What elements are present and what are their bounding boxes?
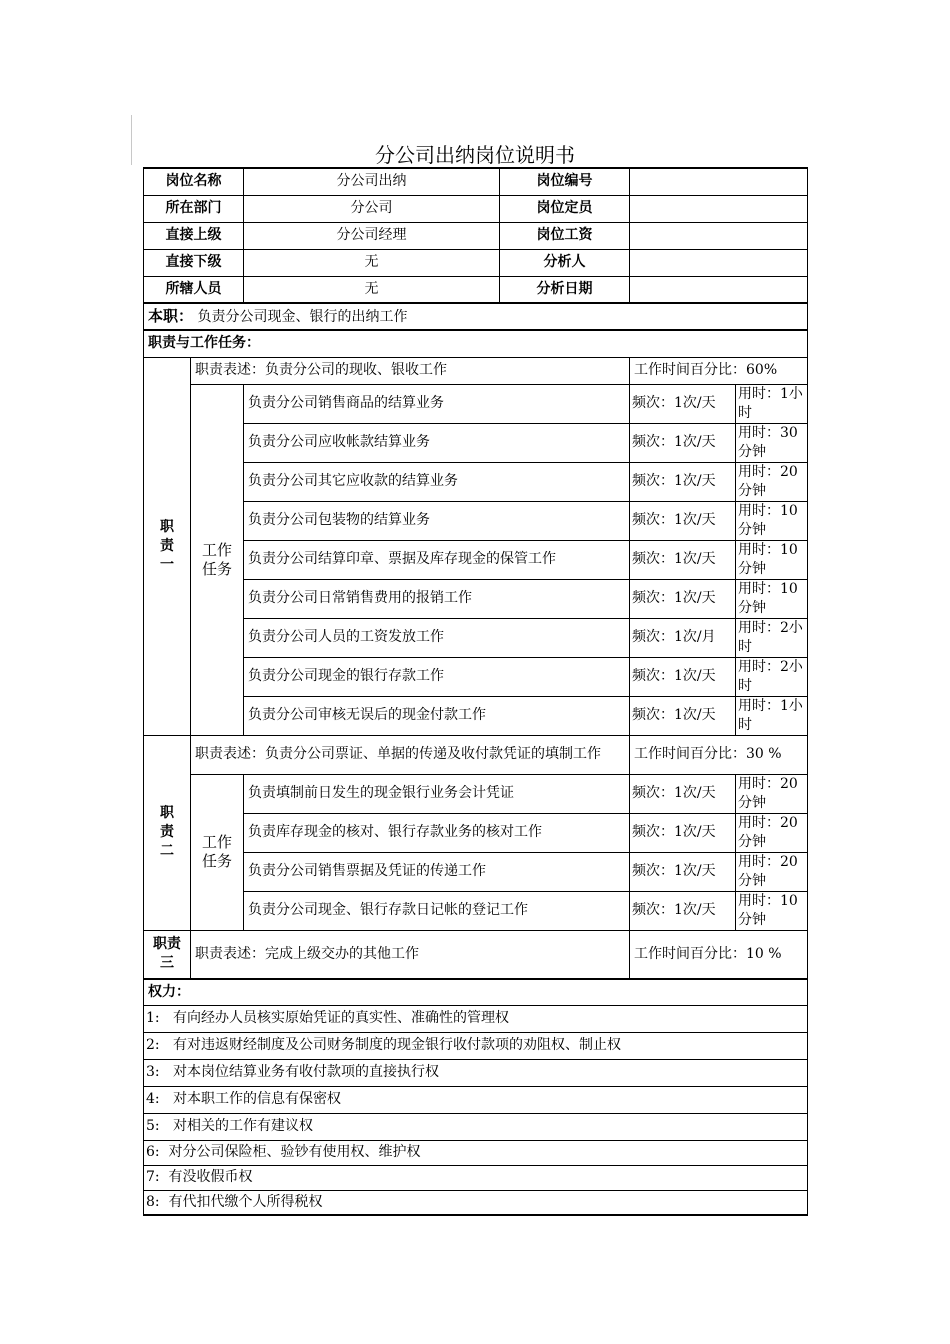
duty2-label: 职责二 (144, 735, 191, 930)
task-row (144, 579, 808, 618)
task-frequency: 频次：1次/月 (630, 618, 736, 657)
info-row (144, 195, 808, 222)
duties-header: 职责与工作任务： (144, 330, 808, 357)
power-row (144, 1086, 808, 1113)
power-item: 8: 有代扣代缴个人所得税权 (144, 1190, 808, 1215)
task-text: 负责库存现金的核对、银行存款业务的核对工作 (244, 813, 630, 852)
task-row (144, 774, 808, 813)
power-row (144, 1005, 808, 1032)
main-duty-label: 本职： (148, 306, 194, 325)
task-text: 负责分公司审核无误后的现金付款工作 (244, 696, 630, 735)
task-duration: 用时：1小时 (736, 384, 808, 423)
task-text: 负责分公司应收帐款结算业务 (244, 423, 630, 462)
duty2-desc-row (144, 735, 808, 774)
task-frequency: 频次：1次/天 (630, 462, 736, 501)
duty2-description: 职责表述：负责分公司票证、单据的传递及收付款凭证的填制工作 (191, 735, 630, 774)
duty3-description: 职责表述：完成上级交办的其他工作 (191, 930, 630, 979)
power-item: 2: 有对违返财经制度及公司财务制度的现金银行收付款项的劝阻权、制止权 (144, 1032, 808, 1059)
task-duration: 用时：2小时 (736, 618, 808, 657)
info-row (144, 168, 808, 195)
info-label: 岗位编号 (500, 168, 630, 195)
power-item: 4: 对本职工作的信息有保密权 (144, 1086, 808, 1113)
task-frequency: 频次：1次/天 (630, 891, 736, 930)
task-text: 负责分公司日常销售费用的报销工作 (244, 579, 630, 618)
task-duration: 用时：30分钟 (736, 423, 808, 462)
power-row (144, 1059, 808, 1086)
info-label: 所在部门 (144, 195, 244, 222)
power-item: 3: 对本岗位结算业务有收付款项的直接执行权 (144, 1059, 808, 1086)
info-value (630, 168, 808, 195)
power-item: 6: 对分公司保险柜、验钞有使用权、维护权 (144, 1140, 808, 1165)
document-title: 分公司出纳岗位说明书 (375, 143, 575, 167)
task-text: 负责分公司销售票据及凭证的传递工作 (244, 852, 630, 891)
task-frequency: 频次：1次/天 (630, 852, 736, 891)
duty3-row (144, 930, 808, 979)
duty2-percentage: 工作时间百分比：30 % (630, 735, 808, 774)
task-frequency: 频次：1次/天 (630, 423, 736, 462)
duties-header-row (144, 330, 808, 357)
task-row (144, 540, 808, 579)
task-row (144, 696, 808, 735)
task-text: 负责分公司结算印章、票据及库存现金的保管工作 (244, 540, 630, 579)
power-row (144, 1032, 808, 1059)
info-value: 无 (244, 276, 500, 303)
main-duty-text: 负责分公司现金、银行的出纳工作 (197, 308, 408, 325)
duty1-description: 职责表述：负责分公司的现收、银收工作 (191, 357, 630, 384)
task-frequency: 频次：1次/天 (630, 540, 736, 579)
duty1-label: 职责一 (144, 357, 191, 735)
powers-header-row (144, 979, 808, 1005)
info-row (144, 249, 808, 276)
job-description-table (143, 167, 808, 1216)
task-frequency: 频次：1次/天 (630, 813, 736, 852)
task-duration: 用时：1小时 (736, 696, 808, 735)
task-text: 负责填制前日发生的现金银行业务会计凭证 (244, 774, 630, 813)
info-label: 直接下级 (144, 249, 244, 276)
task-frequency: 频次：1次/天 (630, 657, 736, 696)
task-row (144, 618, 808, 657)
duty1-percentage: 工作时间百分比：60% (630, 357, 808, 384)
power-row (144, 1190, 808, 1215)
powers-header: 权力： (144, 979, 808, 1005)
duty1-task-label: 工作任务 (191, 384, 244, 735)
task-duration: 用时：10分钟 (736, 501, 808, 540)
info-label: 所辖人员 (144, 276, 244, 303)
power-item: 1: 有向经办人员核实原始凭证的真实性、准确性的管理权 (144, 1005, 808, 1032)
info-row (144, 276, 808, 303)
task-text: 负责分公司现金的银行存款工作 (244, 657, 630, 696)
task-row (144, 501, 808, 540)
task-row (144, 891, 808, 930)
power-row (144, 1113, 808, 1140)
duty2-task-label: 工作任务 (191, 774, 244, 930)
task-duration: 用时：10分钟 (736, 540, 808, 579)
task-frequency: 频次：1次/天 (630, 579, 736, 618)
info-value: 分公司 (244, 195, 500, 222)
task-row (144, 462, 808, 501)
info-label: 分析日期 (500, 276, 630, 303)
task-row (144, 384, 808, 423)
task-duration: 用时：20分钟 (736, 813, 808, 852)
power-row (144, 1140, 808, 1165)
duty3-label: 职责三 (144, 930, 191, 979)
task-frequency: 频次：1次/天 (630, 501, 736, 540)
info-value: 分公司出纳 (244, 168, 500, 195)
task-text: 负责分公司人员的工资发放工作 (244, 618, 630, 657)
info-value (630, 249, 808, 276)
task-frequency: 频次：1次/天 (630, 696, 736, 735)
power-item: 5: 对相关的工作有建议权 (144, 1113, 808, 1140)
main-duty-row (144, 303, 808, 330)
info-row (144, 222, 808, 249)
task-text: 负责分公司其它应收款的结算业务 (244, 462, 630, 501)
info-value (630, 195, 808, 222)
task-duration: 用时：2小时 (736, 657, 808, 696)
task-text: 负责分公司现金、银行存款日记帐的登记工作 (244, 891, 630, 930)
duty1-desc-row (144, 357, 808, 384)
task-frequency: 频次：1次/天 (630, 384, 736, 423)
task-row (144, 813, 808, 852)
task-duration: 用时：20分钟 (736, 462, 808, 501)
info-label: 岗位名称 (144, 168, 244, 195)
info-value (630, 276, 808, 303)
info-value: 分公司经理 (244, 222, 500, 249)
task-row (144, 657, 808, 696)
info-label: 岗位工资 (500, 222, 630, 249)
task-text: 负责分公司销售商品的结算业务 (244, 384, 630, 423)
power-item: 7: 有没收假币权 (144, 1165, 808, 1190)
power-row (144, 1165, 808, 1190)
info-value (630, 222, 808, 249)
task-text: 负责分公司包装物的结算业务 (244, 501, 630, 540)
task-duration: 用时：20分钟 (736, 774, 808, 813)
info-label: 分析人 (500, 249, 630, 276)
duty3-percentage: 工作时间百分比：10 % (630, 930, 808, 979)
task-row (144, 852, 808, 891)
task-duration: 用时：10分钟 (736, 891, 808, 930)
task-frequency: 频次：1次/天 (630, 774, 736, 813)
info-label: 岗位定员 (500, 195, 630, 222)
task-duration: 用时：10分钟 (736, 579, 808, 618)
task-row (144, 423, 808, 462)
task-duration: 用时：20分钟 (736, 852, 808, 891)
info-label: 直接上级 (144, 222, 244, 249)
info-value: 无 (244, 249, 500, 276)
